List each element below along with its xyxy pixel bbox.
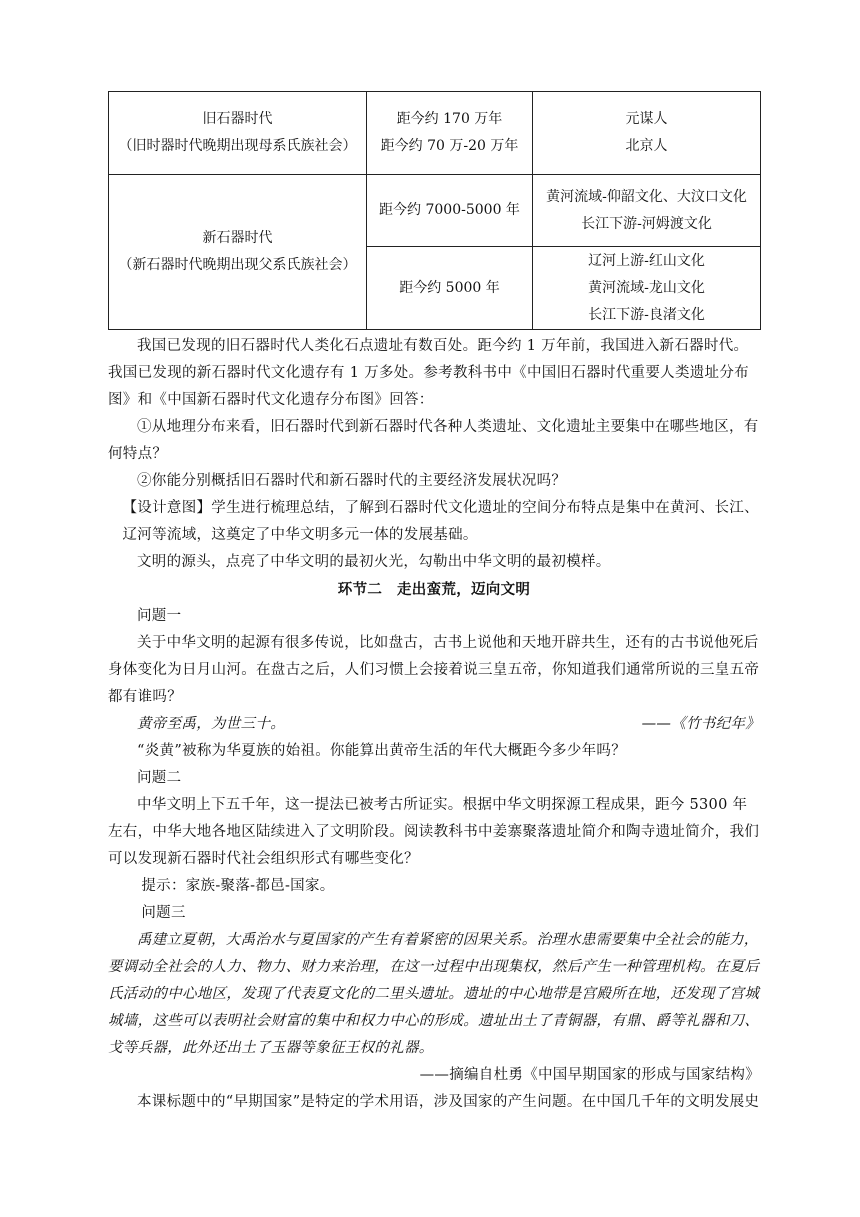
paragraph: 文明的源头，点亮了中华文明的最初火光，勾勒出中华文明的最初模样。: [137, 554, 611, 570]
quote-text: 黄帝至禹，为世三十。: [137, 716, 285, 732]
time-text: 距今约 170 万年: [396, 111, 503, 127]
site-text: 辽河上游-红山文化: [588, 252, 705, 269]
time-cell: [367, 175, 533, 247]
question-item: ①从地理分布来看，旧石器时代到新石器时代各种人类遗址、文化遗址主要集中在哪些地区，有何特点？: [108, 419, 759, 462]
time-cell: [367, 92, 533, 175]
sites-cell: [533, 92, 761, 175]
table-row: [109, 92, 761, 175]
body-text: [108, 333, 760, 1116]
era-note: （旧时器时代晚期出现母系氏族社会）: [118, 138, 357, 154]
question-label: 问题二: [137, 770, 182, 786]
prehistory-table: [108, 91, 761, 330]
excerpt-paragraph: 禹建立夏朝，大禹治水与夏国家的产生有着紧密的因果关系。治理水患需要集中全社会的能力，要调动全社会的人力、物力、财力来治理，在这一过程中出现集权，然后产生一种管理机构。在夏后氏活动的中心地区，发现了代表夏文化的二里头遗址。遗址的中心地带是宫殿所在地，还发现了宫城城墙，这些可以表明社会财富的集中和权力中心的形成。遗址出土了青铜器，有鼎、爵等礼器和刀、戈等兵器，此外还出土了玉器等象征王权的礼器。: [108, 932, 760, 1056]
question-label: 问题一: [137, 608, 182, 624]
site-text: 长江下游-河姆渡文化: [581, 215, 712, 232]
era-cell: [109, 175, 367, 330]
time-cell: [367, 247, 533, 330]
paragraph: 本课标题中的“早期国家”是特定的学术用语，涉及国家的产生问题。在中国几千年的文明发展史: [137, 1094, 760, 1110]
quote-source: ——《竹书纪年》: [641, 716, 760, 732]
era-note: （新石器时代晚期出现父系氏族社会）: [118, 257, 357, 273]
site-text: 长江下游-良渚文化: [588, 306, 705, 323]
paragraph: 中华文明上下五千年，这一提法已被考古所证实。根据中华文明探源工程成果，距今 5300 年左右，中华大地各地区陆续进入了文明阶段。阅读教科书中姜寨聚落遗址简介和陶寺遗址简介，我们可以发现新石器时代社会组织形式有哪些变化？: [108, 797, 760, 867]
time-text: 距今约 7000-5000 年: [379, 202, 520, 218]
hint-text: 提示：家族-聚落-都邑-国家。: [141, 878, 335, 894]
time-text: 距今约 70 万-20 万年: [380, 138, 519, 154]
site-text: 元谋人: [625, 111, 668, 127]
question-label: 问题三: [141, 905, 186, 921]
table-row: [109, 175, 761, 247]
era-cell: [109, 92, 367, 175]
paragraph: 我国已发现的旧石器时代人类化石点遗址有数百处。距今约 1 万年前，我国进入新石器时代。我国已发现的新石器时代文化遗存有 1 万多处。参考教科书中《中国旧石器时代重要人类遗址分布图》和《中国新石器时代文化遗存分布图》回答：: [108, 338, 749, 408]
excerpt-source: ——摘编自杜勇《中国早期国家的形成与国家结构》: [419, 1067, 760, 1083]
site-text: 黄河流域-龙山文化: [588, 279, 705, 296]
quote: [108, 711, 760, 738]
site-text: 黄河流域-仰韶文化、大汶口文化: [546, 188, 747, 205]
paragraph: “炎黄”被称为华夏族的始祖。你能算出黄帝生活的年代大概距今多少年吗？: [137, 743, 627, 759]
sites-cell: [533, 175, 761, 247]
design-intent: 【设计意图】学生进行梳理总结，了解到石器时代文化遗址的空间分布特点是集中在黄河、长江、辽河等流域，这奠定了中华文明多元一体的发展基础。: [122, 500, 759, 543]
era-name: 旧石器时代: [202, 111, 273, 127]
question-item: ②你能分别概括旧石器时代和新石器时代的主要经济发展状况吗？: [137, 473, 567, 489]
era-name: 新石器时代: [202, 230, 273, 246]
site-text: 北京人: [625, 138, 668, 154]
paragraph: 关于中华文明的起源有很多传说，比如盘古，古书上说他和天地开辟共生，还有的古书说他死后身体变化为日月山河。在盘古之后，人们习惯上会接着说三皇五帝，你知道我们通常所说的三皇五帝都有谁吗？: [108, 635, 760, 705]
time-text: 距今约 5000 年: [399, 279, 500, 296]
sites-cell: [533, 247, 761, 330]
section-heading: 环节二 走出蛮荒，迈向文明: [337, 581, 531, 598]
